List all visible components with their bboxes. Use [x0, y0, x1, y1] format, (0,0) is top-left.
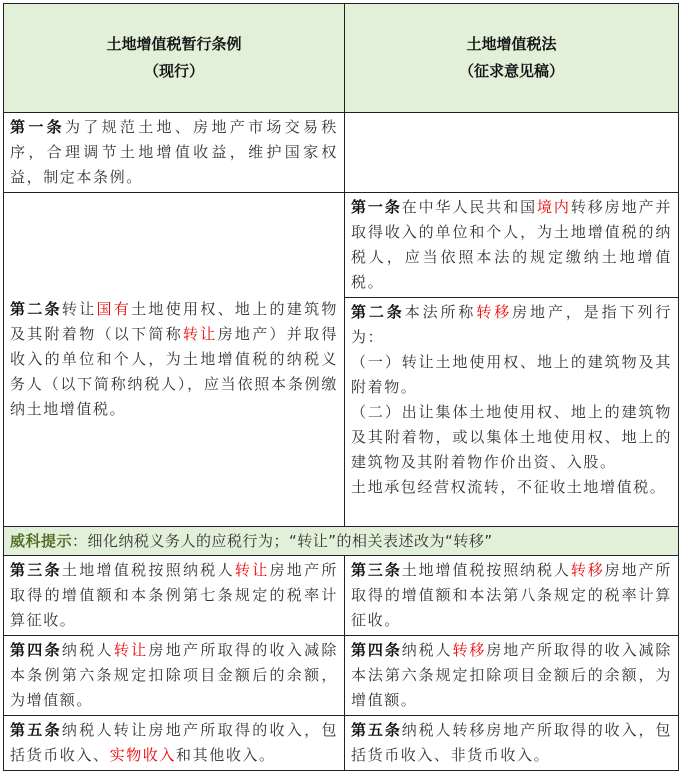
text-segment: 本法所称: [404, 303, 477, 321]
paragraph: [10, 718, 338, 768]
article-number: 第三条: [10, 561, 62, 579]
article-cell-split: [345, 193, 679, 527]
paragraph: [10, 297, 338, 422]
text-segment: 转让: [61, 300, 97, 318]
tip-label: 威科提示: [10, 532, 73, 550]
header-subtitle: （征求意见稿）: [458, 62, 564, 80]
header-current-regulation: [4, 4, 345, 113]
text-segment: 和其他收入。: [176, 746, 276, 764]
header-draft-law: [345, 4, 679, 113]
text-segment: 土地使用权、地上的建筑物及其附着物（以下简称: [10, 300, 339, 343]
paragraph: [351, 350, 672, 400]
article-number: 第一条: [351, 198, 402, 216]
highlighted-text: 转让: [113, 641, 149, 659]
table-row: [4, 193, 679, 527]
tip-cell: [4, 527, 679, 556]
article-number: 第四条: [10, 641, 62, 659]
text-segment: 纳税人: [61, 641, 114, 659]
text-segment: 在中华人民共和国: [401, 198, 538, 216]
table-row: [4, 636, 679, 716]
text-segment: ：细化纳税义务人的应税行为；“转让”的相关表述改为“转移”: [72, 532, 493, 550]
article-block: [345, 297, 678, 526]
text-segment: 土地承包经营权流转，不征收土地增值税。: [351, 478, 667, 496]
header-title: 土地增值税法: [466, 35, 557, 53]
paragraph: [10, 638, 338, 713]
comparison-table: [3, 3, 679, 771]
article-number: 第五条: [351, 721, 402, 739]
text-segment: （二）出让集体土地使用权、地上的建筑物及其附着物，或以集体土地使用权、地上的建筑物及其附着物作价出资、入股。: [351, 403, 672, 471]
highlighted-text: 转让: [234, 561, 270, 579]
paragraph: [351, 475, 672, 500]
article-cell: [4, 636, 345, 716]
article-number: 第五条: [10, 721, 62, 739]
article-cell: [345, 716, 679, 771]
text-segment: 房地产所取得的收入减除本条例第六条规定扣除项目金额后的余额，为增值额。: [10, 641, 339, 709]
article-number: 第三条: [351, 561, 402, 579]
article-number: 第一条: [10, 118, 65, 136]
empty-cell: [345, 113, 679, 193]
paragraph: [10, 558, 338, 633]
header-row: [4, 4, 679, 113]
paragraph: [351, 400, 672, 475]
text-segment: 土地增值税按照纳税人: [61, 561, 235, 579]
article-cell: [4, 113, 345, 193]
text-segment: 房地产所取得的收入减除本法第六条规定扣除项目金额后的余额，为增值额。: [351, 641, 672, 709]
highlighted-text: 转移: [476, 303, 513, 321]
highlighted-text: 国有: [96, 300, 132, 318]
text-segment: 纳税人转让房地产所取得的收入，包括货币收入、: [10, 721, 338, 764]
tip-row: [4, 527, 679, 556]
highlighted-text: 转让: [183, 325, 218, 343]
text-segment: 为了规范土地、房地产市场交易秩序，合理调节土地增值收益，维护国家权益，制定本条例。: [10, 118, 338, 186]
text-segment: 土地增值税按照纳税人: [401, 561, 571, 579]
table-row: [4, 716, 679, 771]
text-segment: 纳税人: [401, 641, 453, 659]
table-row: [4, 113, 679, 193]
highlighted-text: 转移: [570, 561, 605, 579]
article-number: 第二条: [10, 300, 62, 318]
text-segment: 转移房地产并取得收入的单位和个人，为土地增值税的纳税人，应当依照本法的规定缴纳土地增值税。: [351, 198, 672, 291]
text-segment: 房地产所取得的增值额和本条例第七条规定的税率计算征收。: [10, 561, 338, 629]
header-title: 土地增值税暂行条例: [106, 35, 242, 53]
paragraph: [351, 558, 672, 633]
table-row: [4, 556, 679, 636]
paragraph: [10, 529, 672, 553]
article-cell: [345, 636, 679, 716]
article-cell: [4, 193, 345, 527]
paragraph: [10, 115, 338, 190]
text-segment: 房地产，是指下列行为：: [351, 303, 672, 346]
header-subtitle: （现行）: [143, 62, 204, 80]
text-segment: 房地产）并取得收入的单位和个人，为土地增值税的纳税义务人（以下简称纳税人），应当依照本条例缴纳土地增值税。: [10, 325, 339, 418]
article-cell: [4, 716, 345, 771]
article-block: [345, 193, 678, 297]
article-cell: [345, 556, 679, 636]
paragraph: [351, 195, 672, 295]
paragraph: [351, 300, 672, 350]
text-segment: 房地产所取得的增值额和本法第八条规定的税率计算征收。: [351, 561, 672, 629]
article-cell: [4, 556, 345, 636]
paragraph: [351, 638, 672, 713]
article-number: 第四条: [351, 641, 402, 659]
paragraph: [351, 718, 672, 768]
text-segment: （一）转让土地使用权、地上的建筑物及其附着物。: [351, 353, 672, 396]
highlighted-text: 转移: [452, 641, 487, 659]
text-segment: 纳税人转移房地产所取得的收入，包括货币收入、非货币收入。: [351, 721, 672, 764]
highlighted-text: 境内: [537, 198, 571, 216]
article-number: 第二条: [351, 303, 405, 321]
highlighted-text: 实物收入: [109, 746, 177, 764]
